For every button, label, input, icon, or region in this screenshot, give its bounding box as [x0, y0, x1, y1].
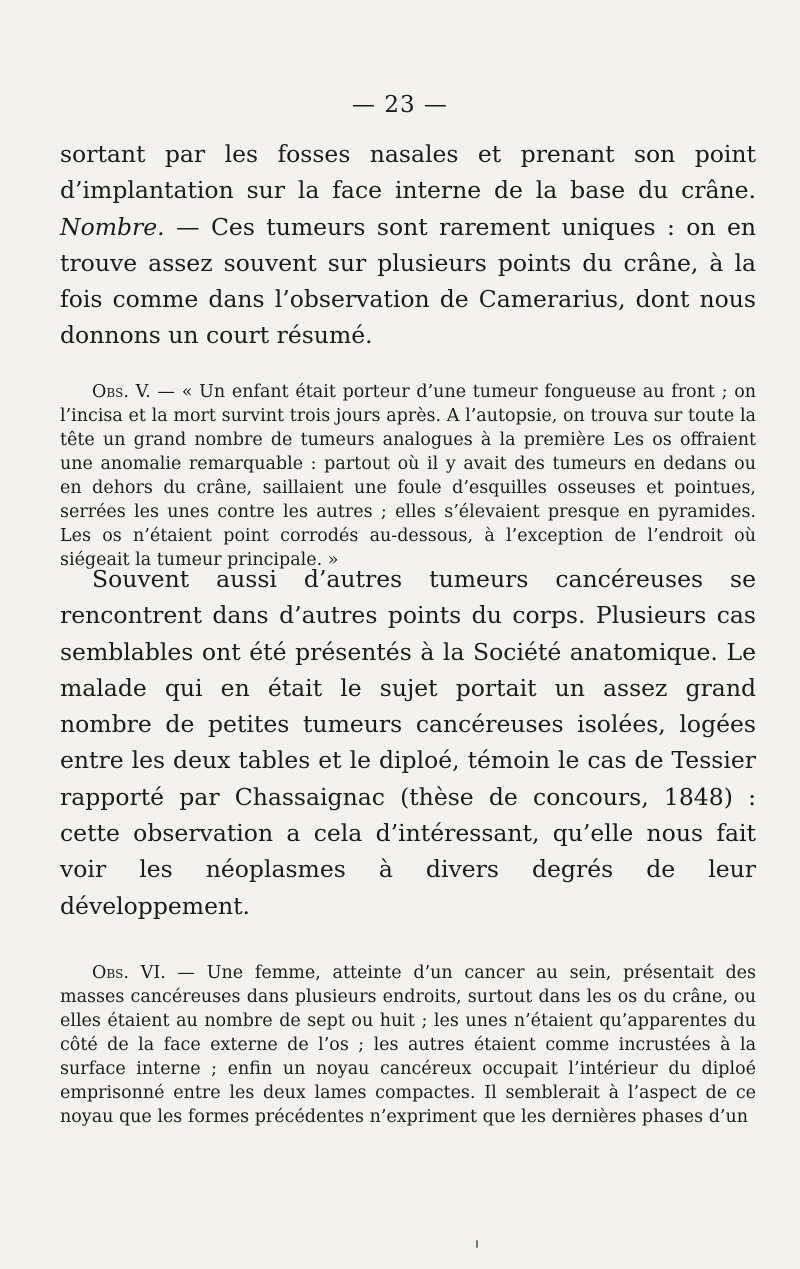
observation-label: Obs. V. — [92, 382, 151, 402]
observation-6 — [60, 961, 756, 1129]
paragraph-text: Souvent aussi d’autres tumeurs cancéreuses se rencontrent dans d’autres points du corps. Plusieurs cas semblables ont été présentés à la Société anatomique. Le malade qui en était le sujet portait un assez grand nombre de petites tumeurs cancéreuses isolées, logées entre les deux tables et le diploé, témoin le cas de Tessier rapporté par Chassaignac (thèse de concours, 1848) : cette observation a cela d’intéressant, qu’elle nous fait voir les néoplasmes à divers degrés de leur développement. — [60, 565, 756, 920]
paragraph-text — [60, 136, 756, 354]
paragraph-autres-tumeurs — [60, 561, 756, 924]
observation-5 — [60, 380, 756, 572]
paper-speck — [476, 1240, 478, 1248]
section-heading-nombre: Nombre. — [60, 212, 165, 241]
page-number: — 23 — — [352, 92, 448, 118]
paragraph-text-end: — Ces tumeurs sont rarement uniques : on en trouve assez souvent sur plusieurs points du crâne, à la fois comme dans l’observation de Camerarius, dont nous donnons un court résumé. — [60, 212, 756, 350]
observation-text — [60, 961, 756, 1129]
observation-text — [60, 380, 756, 572]
observation-body: — « Un enfant était porteur d’une tumeur fongueuse au front ; on l’incisa et la mort survint trois jours après. A l’autopsie, on trouva sur toute la tête un grand nombre de tumeurs analogues à la première Les os offraient une anomalie remarquable : partout où il y avait des tumeurs en dedans ou en dehors du crâne, saillaient une foule d’esquilles osseuses et pointues, serrées les unes contre les autres ; elles s’élevaient presque en pyramides. Les os n’étaient point corrodés au-dessous, à l’exception de l’endroit où siégeait la tumeur principale. » — [60, 382, 757, 570]
observation-body: — Une femme, atteinte d’un cancer au sein, présentait des masses cancéreuses dans plusieurs endroits, surtout dans les os du crâne, ou elles étaient au nombre de sept ou huit ; les unes n’étaient qu’apparentes du côté de la face externe de l’os ; les autres étaient comme incrustées à la surface interne ; enfin un noyau cancéreux occupait l’intérieur du diploé emprisonné entre les deux lames compactes. Il semblerait à l’aspect de ce noyau que les formes précédentes n’expriment que les dernières phases d’un — [60, 963, 757, 1127]
paragraph-text-start: sortant par les fosses nasales et prenant son point d’implantation sur la face interne de la base du crâne. — [60, 140, 756, 205]
observation-label: Obs. VI. — [92, 963, 166, 983]
paragraph-nombre — [60, 136, 756, 354]
